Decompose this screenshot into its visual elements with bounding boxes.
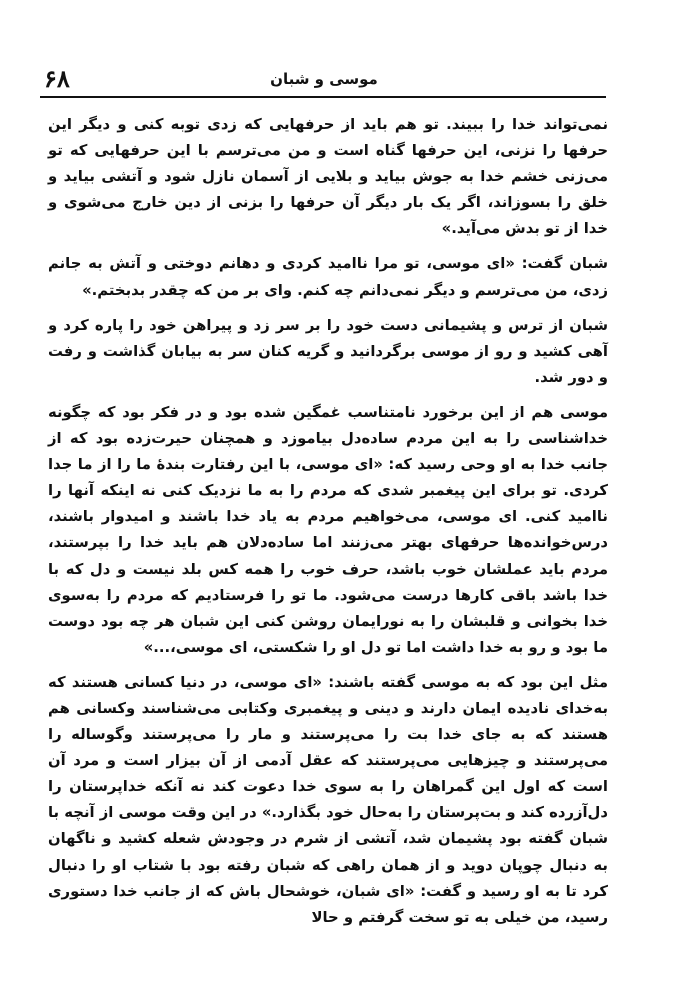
running-title: موسی و شبان xyxy=(270,70,378,88)
body-text xyxy=(48,112,608,931)
paragraph-1: نمی‌تواند خدا را ببیند. تو هم باید از حرفهایی که زدی توبه کنی و دیگر این حرفها را نزنی، این حرفها گناه است و من می‌ترسم با این حرفهایی که تو می‌زنی خشم خدا به جوش بیاید و بلایی از آسمان نازل شود و آتشی بیاید و خلق را بسوزاند، اگر یک بار دیگر آن حرفها را بزنی از دین خارج می‌شوی و خدا از تو بدش می‌آید.» xyxy=(48,116,608,238)
header-rule xyxy=(40,96,606,98)
paragraph-3: شبان از ترس و پشیمانی دست خود را بر سر زد و پیراهن خود را پاره کرد و آهی کشید و رو از موسی برگردانید و گریه کنان سر به بیابان گذاشت و رفت و دور شد. xyxy=(48,316,608,386)
paragraph-4: موسی هم از این برخورد نامتناسب غمگین شده بود و در فکر بود که چگونه خداشناسی را به این مردم ساده‌دل بیاموزد و همچنان حیرت‌زده بود که از جانب خدا به او وحی رسید که: «ای موسی، با این رفتارت بندهٔ ما را از ما جدا کردی. تو برای این پیغمبر شدی که مردم را به ما نزدیک کنی نه اینکه آنها را ناامید کنی. ای موسی، می‌خواهیم مردم به یاد خدا باشند و امیدوار باشند، درس‌خوانده‌ها حرفهای بهتر می‌زنند اما ساده‌دلان هم باید خدا را بپرستند، مردم باید عملشان خوب باشد، حرف خوب را همه کس بلد نیست و دل که با خدا باشد باقی کارها درست می‌شود. ما تو را فرستادیم که مردم را به‌سوی خدا بخوانی و قلبشان را به نورایمان روشن کنی این شبان هر چه بود دوست ما بود و رو به خدا داشت اما تو دل او را شکستی، ای موسی،...» xyxy=(48,403,608,656)
page-number: ۶۸ xyxy=(44,64,70,93)
paragraph-2: شبان گفت: «ای موسی، تو مرا ناامید کردی و دهانم دوختی و آتش به جانم زدی، من می‌ترسم و دیگر نمی‌دانم چه کنم. وای بر من که چقدر بدبختم.» xyxy=(48,255,608,299)
page-header xyxy=(44,64,604,94)
paragraph-5: مثل این بود که به موسی گفته باشند: «ای موسی، در دنیا کسانی هستند که به‌خدای نادیده ایمان دارند و دینی و پیغمبری وکتابی می‌شناسند وکسانی هم هستند که به جای خدا بت را می‌پرستند و مار را می‌پرستند وگوساله را می‌پرستند و چیزهایی می‌پرستند که عقل آدمی از آن بیزار است و مرد آن است که اول این گمراهان را به سوی خدا دعوت کند نه آنکه خداپرستان را دل‌آزرده کند و بت‌پرستان را به‌حال خود بگذارد.» در این وقت موسی از آنچه با شبان گفته بود پشیمان شد، آتشی از شرم در وجودش شعله کشید و ناگهان به دنبال چوپان دوید و از همان راهی که شبان رفته بود با شتاب او را دنبال کرد تا به او رسید و گفت: «ای شبان، خوشحال باش که از جانب خدا دستوری رسید، من خیلی به تو سخت گرفتم و حالا xyxy=(48,673,608,926)
